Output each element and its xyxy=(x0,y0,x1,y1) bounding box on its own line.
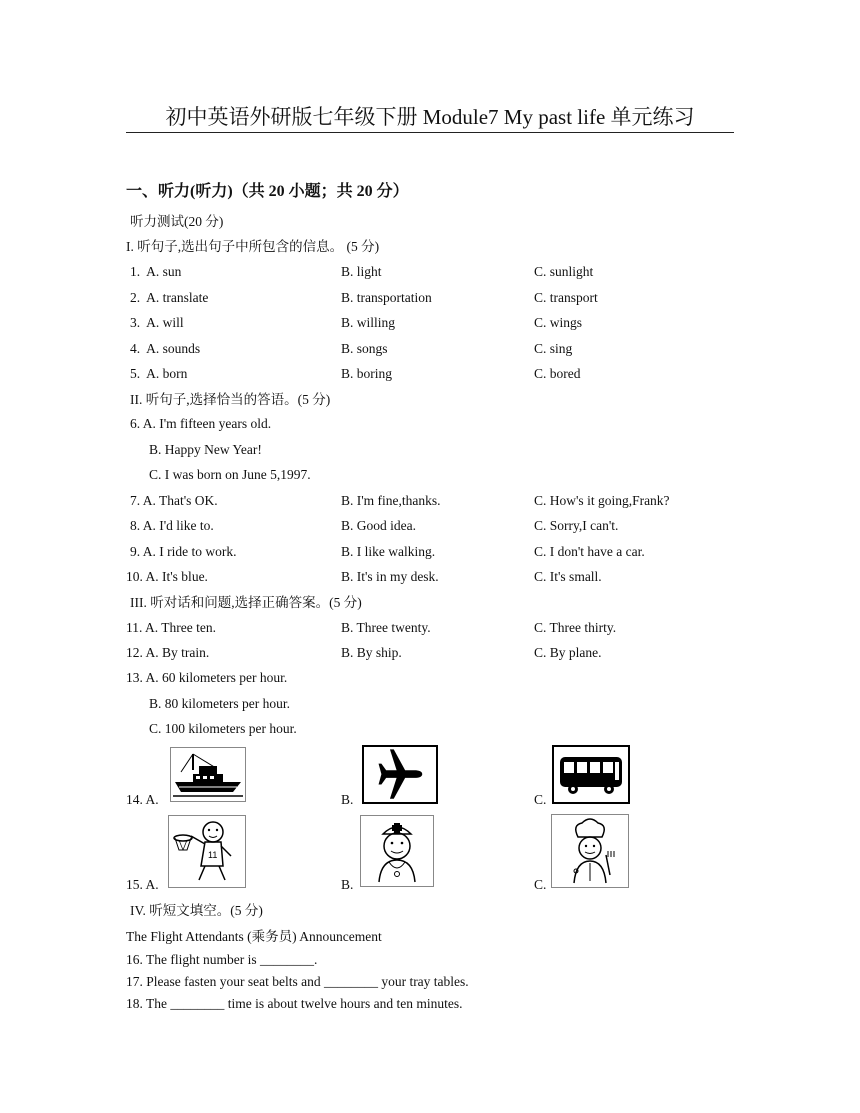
part3-heading: III. 听对话和问题,选择正确答案。(5 分) xyxy=(130,595,362,610)
q14-c: C. xyxy=(534,792,547,807)
q3-b: B. willing xyxy=(341,315,396,330)
q7-c: C. How's it going,Frank? xyxy=(534,493,670,508)
q9-c: C. I don't have a car. xyxy=(534,544,645,559)
q6-a: 6. A. I'm fifteen years old. xyxy=(130,416,272,431)
basketball-player-icon xyxy=(168,815,246,888)
q2-b: B. transportation xyxy=(341,290,432,305)
bus-icon xyxy=(552,745,630,804)
q9-a: 9. A. I ride to work. xyxy=(130,544,237,559)
q12-b: B. By ship. xyxy=(341,645,402,660)
q2-a: 2. A. translate xyxy=(130,290,209,305)
q16-line: 16. The flight number is ________. xyxy=(126,952,318,967)
q17-line: 17. Please fasten your seat belts and ________ your tray tables. xyxy=(126,974,469,989)
q6-c: C. I was born on June 5,1997. xyxy=(149,467,311,482)
q4-b: B. songs xyxy=(341,341,388,356)
q5-a: 5. A. born xyxy=(130,366,188,381)
ship-icon xyxy=(170,747,246,802)
part2-heading: II. 听句子,选择恰当的答语。(5 分) xyxy=(130,392,331,407)
q10-c: C. It's small. xyxy=(534,569,602,584)
listening-test-label: 听力测试(20 分) xyxy=(130,214,224,229)
part1-heading: I. 听句子,选出句子中所包含的信息。 (5 分) xyxy=(126,239,380,254)
q15-b: B. xyxy=(341,877,354,892)
q15-c: C. xyxy=(534,877,547,892)
q13-b: B. 80 kilometers per hour. xyxy=(149,696,290,711)
q5-c: C. bored xyxy=(534,366,581,381)
q12-c: C. By plane. xyxy=(534,645,602,660)
passage-title: The Flight Attendants (乘务员) Announcement xyxy=(126,929,382,944)
q10-a: 10. A. It's blue. xyxy=(126,569,208,584)
q2-c: C. transport xyxy=(534,290,598,305)
q9-b: B. I like walking. xyxy=(341,544,436,559)
doctor-icon xyxy=(360,815,434,887)
airplane-icon xyxy=(362,745,438,804)
q13-c: C. 100 kilometers per hour. xyxy=(149,721,297,736)
q10-b: B. It's in my desk. xyxy=(341,569,439,584)
q3-a: 3. A. will xyxy=(130,315,184,330)
q8-c: C. Sorry,I can't. xyxy=(534,518,619,533)
svg-text:11: 11 xyxy=(208,850,218,860)
part4-heading: IV. 听短文填空。(5 分) xyxy=(130,903,263,918)
title-underline xyxy=(126,132,734,133)
section-heading: 一、听力(听力)（共 20 小题；共 20 分） xyxy=(126,183,409,200)
chef-icon xyxy=(551,814,629,888)
q4-a: 4. A. sounds xyxy=(130,341,201,356)
q18-line: 18. The ________ time is about twelve hours and ten minutes. xyxy=(126,996,463,1011)
q4-c: C. sing xyxy=(534,341,573,356)
q7-a: 7. A. That's OK. xyxy=(130,493,218,508)
q11-c: C. Three thirty. xyxy=(534,620,617,635)
q5-b: B. boring xyxy=(341,366,393,381)
q1-a: 1. A. sun xyxy=(130,264,182,279)
q8-a: 8. A. I'd like to. xyxy=(130,518,214,533)
q1-c: C. sunlight xyxy=(534,264,594,279)
q7-b: B. I'm fine,thanks. xyxy=(341,493,441,508)
q11-a: 11. A. Three ten. xyxy=(126,620,216,635)
q14-a: 14. A. xyxy=(126,792,159,807)
q8-b: B. Good idea. xyxy=(341,518,416,533)
q11-b: B. Three twenty. xyxy=(341,620,431,635)
q3-c: C. wings xyxy=(534,315,583,330)
q14-b: B. xyxy=(341,792,354,807)
q12-a: 12. A. By train. xyxy=(126,645,210,660)
q13-a: 13. A. 60 kilometers per hour. xyxy=(126,670,288,685)
q1-b: B. light xyxy=(341,264,382,279)
q6-b: B. Happy New Year! xyxy=(149,442,262,457)
page-title: 初中英语外研版七年级下册 Module7 My past life 单元练习 xyxy=(165,105,695,129)
q15-a: 15. A. xyxy=(126,877,159,892)
